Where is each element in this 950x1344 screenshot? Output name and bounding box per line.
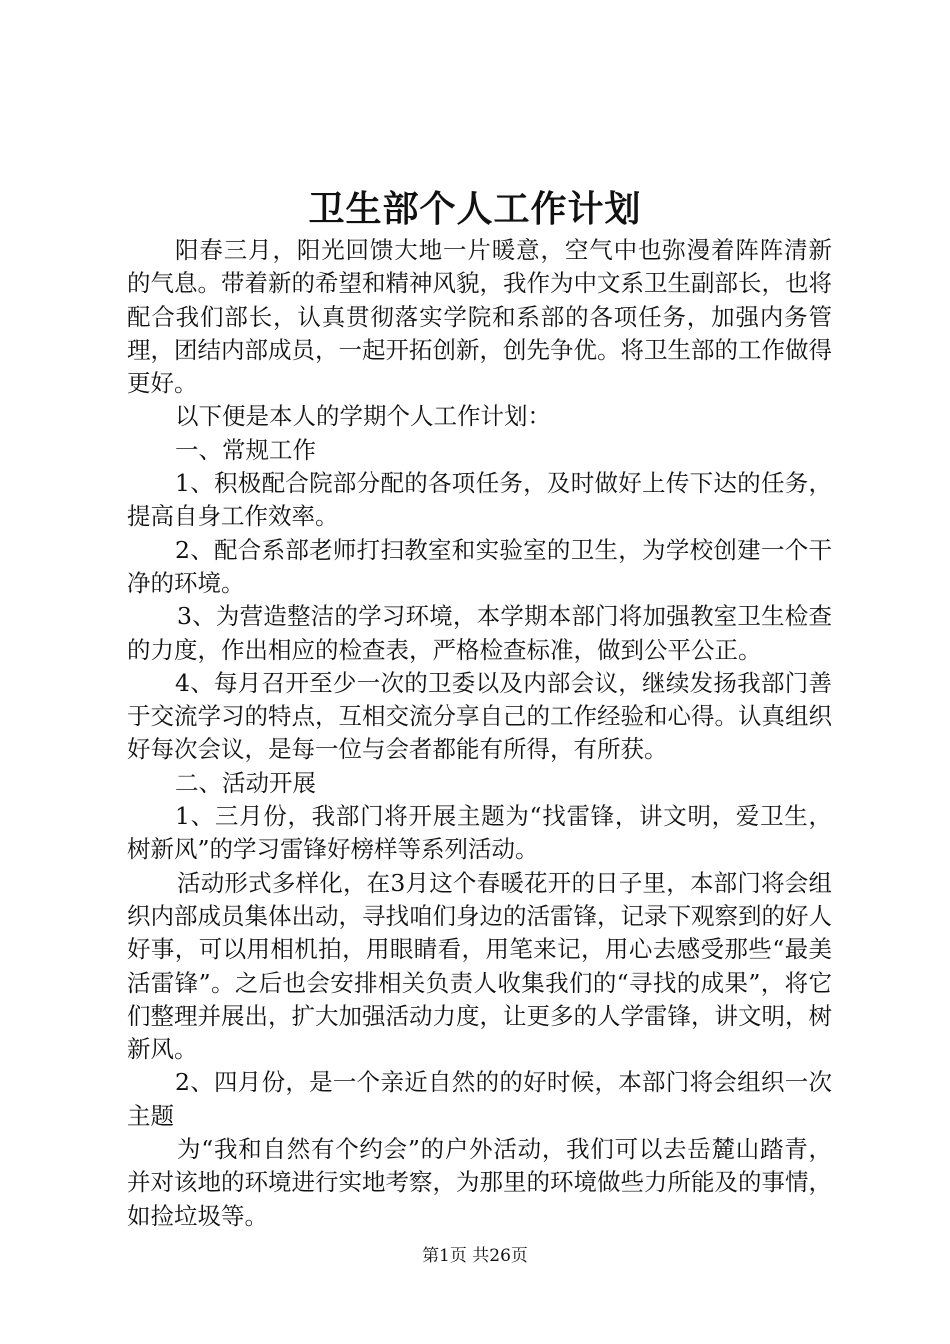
paragraph-plan-lead: 以下便是本人的学期个人工作计划： bbox=[175, 402, 551, 431]
page-footer: 第1页 共26页 bbox=[422, 1246, 528, 1266]
paragraph-routine-4: 4、每月召开至少一次的卫委以及内部会议，继续发扬我部门善于交流学习的特点，互相交流分享自己的工作经验和心得。认真组织好每次会议，是每一位与会者都能有所得，有所获。 bbox=[127, 668, 832, 764]
paragraph-routine-1: 1、积极配合院部分配的各项任务，及时做好上传下达的任务，提高自身工作效率。 bbox=[127, 469, 832, 531]
paragraph-intro: 阳春三月，阳光回馈大地一片暖意，空气中也弥漫着阵阵清新的气息。带着新的希望和精神风貌，我作为中文系卫生副部长，也将配合我们部长，认真贯彻落实学院和系部的各项任务，加强内务管理，团结内部成员，一起开拓创新，创先争优。将卫生部的工作做得更好。 bbox=[127, 236, 832, 398]
paragraph-activity-1-detail: 活动形式多样化，在3月这个春暖花开的日子里，本部门将会组织内部成员集体出动，寻找咱们身边的活雷锋，记录下观察到的好人好事，可以用相机拍，用眼睛看，用笔来记，用心去感受那些“最美活雷锋”。之后也会安排相关负责人收集我们的“寻找的成果”，将它们整理并展出，扩大加强活动力度，让更多的人学雷锋，讲文明，树新风。 bbox=[127, 868, 832, 1064]
paragraph-routine-2: 2、配合系部老师打扫教室和实验室的卫生，为学校创建一个干净的环境。 bbox=[127, 535, 832, 597]
paragraph-activity-2: 2、四月份，是一个亲近自然的的好时候，本部门将会组织一次主题 bbox=[127, 1068, 832, 1130]
document-body bbox=[127, 234, 832, 1233]
paragraph-activity-1: 1、三月份，我部门将开展主题为“找雷锋，讲文明，爱卫生，树新风”的学习雷锋好榜样等系列活动。 bbox=[127, 802, 832, 864]
paragraph-routine-3: 3、为营造整洁的学习环境，本学期本部门将加强教室卫生检查的力度，作出相应的检查表，严格检查标准，做到公平公正。 bbox=[127, 602, 832, 664]
document-title: 卫生部个人工作计划 bbox=[308, 188, 642, 230]
section-heading-routine: 一、常规工作 bbox=[175, 435, 316, 464]
section-heading-activities: 二、活动开展 bbox=[175, 768, 316, 797]
paragraph-activity-2-detail: 为“我和自然有个约会”的户外活动，我们可以去岳麓山踏青，并对该地的环境进行实地考察，为那里的环境做些力所能及的事情，如捡垃圾等。 bbox=[127, 1135, 832, 1230]
